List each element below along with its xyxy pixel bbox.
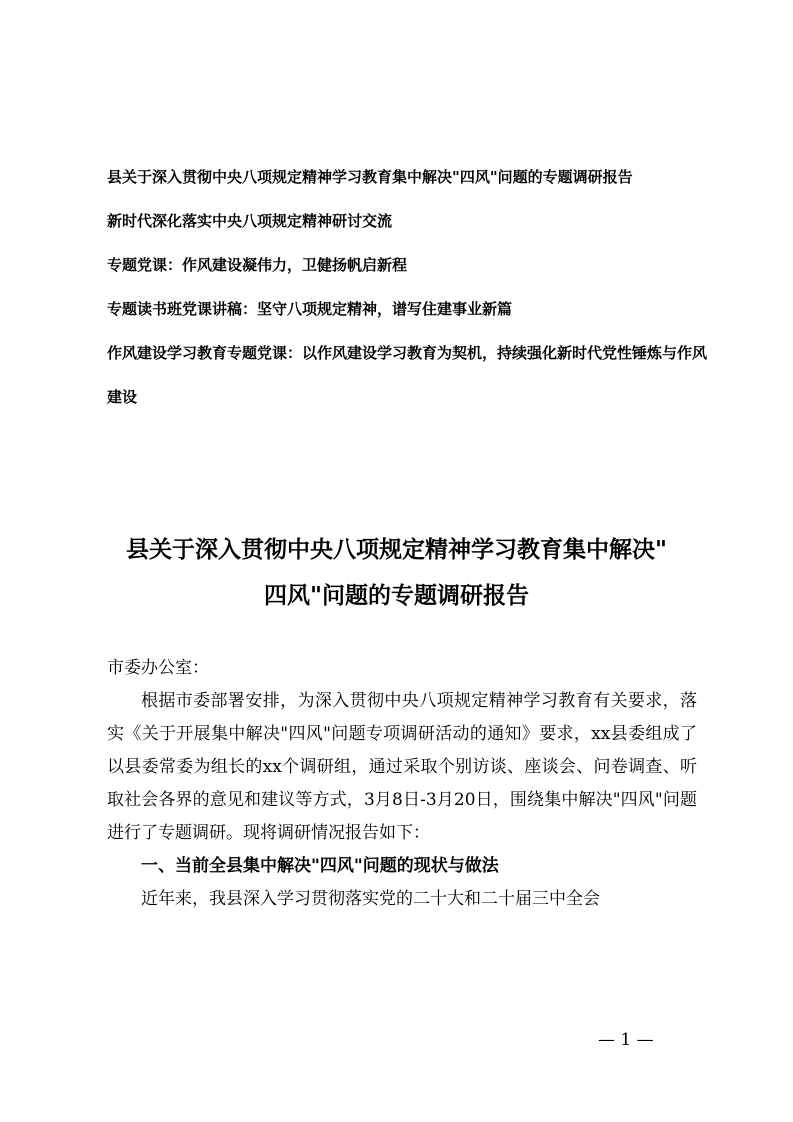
- toc-item[interactable]: 作风建设学习教育专题党课：以作风建设学习教育为契机，持续强化新时代党性锤炼与作风建设: [107, 344, 708, 406]
- document-title-line-1: 县关于深入贯彻中央八项规定精神学习教育集中解决": [126, 537, 667, 563]
- document-title-line-2: 四风"问题的专题调研报告: [264, 583, 529, 609]
- toc-item[interactable]: 专题党课：作风建设凝伟力，卫健扬帆启新程: [107, 256, 408, 274]
- document-title: [60, 527, 733, 619]
- section-heading: 一、当前全县集中解决"四风"问题的现状与做法: [141, 856, 499, 876]
- toc-item[interactable]: 新时代深化落实中央八项规定精神研讨交流: [107, 212, 393, 230]
- toc-item[interactable]: 县关于深入贯彻中央八项规定精神学习教育集中解决"四风"问题的专题调研报告: [107, 168, 633, 186]
- body-paragraph: 根据市委部署安排，为深入贯彻中央八项规定精神学习教育有关要求，落实《关于开展集中解决"四风"问题专项调研活动的通知》要求，xx县委组成了以县委常委为组长的xx个调研组，通过采取个别访谈、座谈会、问卷调查、听取社会各界的意见和建议等方式，3月8日-3月20日，围绕集中解决"四风"问题进行了专题调研。现将调研情况报告如下：: [107, 691, 697, 843]
- toc-item[interactable]: 专题读书班党课讲稿：坚守八项规定精神，谱写住建事业新篇: [107, 300, 513, 318]
- document-body: [107, 652, 697, 916]
- body-paragraph: 近年来，我县深入学习贯彻落实党的二十大和二十届三中全会: [141, 889, 600, 909]
- salutation: 市委办公室：: [107, 658, 209, 678]
- table-of-contents: [107, 155, 707, 419]
- page-number: — 1 —: [598, 1030, 654, 1050]
